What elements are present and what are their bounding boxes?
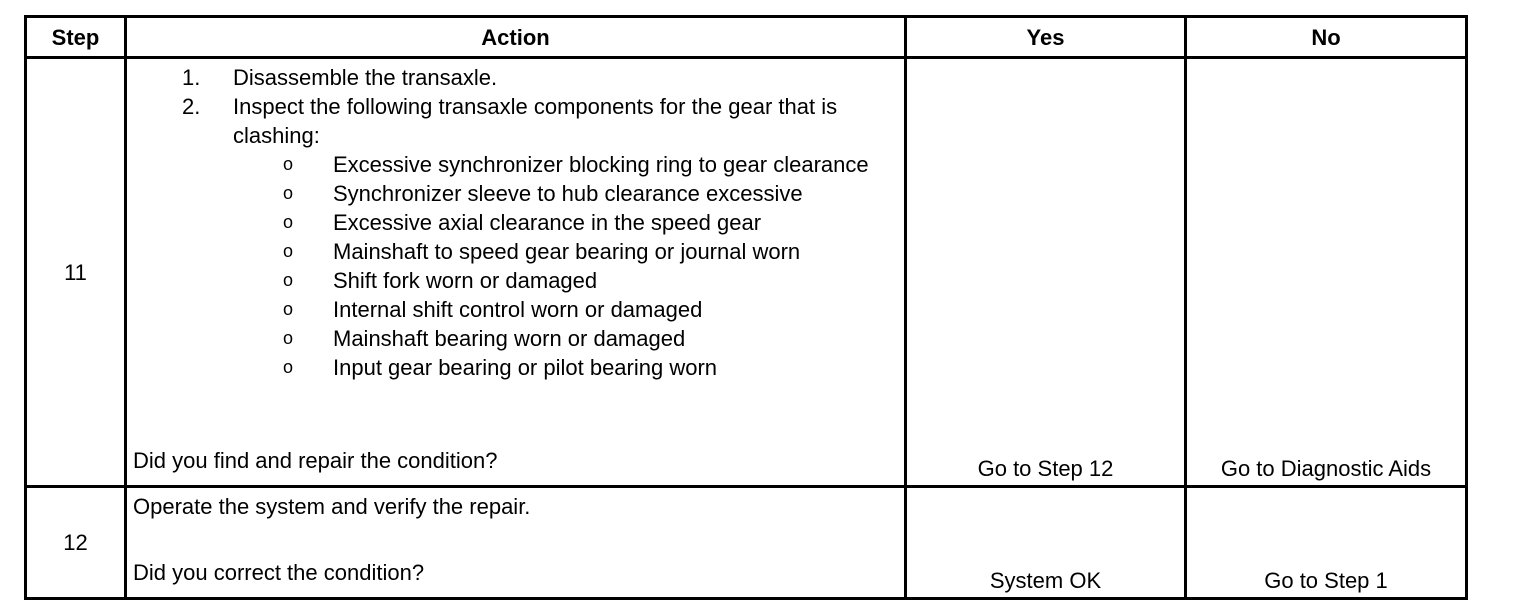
list-number: 2. [182, 94, 201, 119]
list-item [233, 150, 898, 179]
list-item [233, 353, 898, 382]
list-item [133, 63, 898, 92]
list-item [233, 208, 898, 237]
header-row [26, 17, 1467, 58]
list-number: 1. [182, 65, 201, 90]
action-instructions [133, 63, 898, 382]
list-text: Excessive axial clearance in the speed gear [333, 210, 762, 235]
action-cell [126, 487, 906, 599]
list-item [233, 266, 898, 295]
list-text: Mainshaft bearing worn or damaged [333, 326, 686, 351]
step-number: 12 [26, 487, 126, 599]
list-text: Input gear bearing or pilot bearing worn [333, 355, 718, 380]
table-row [26, 58, 1467, 487]
no-result: Go to Step 1 [1186, 487, 1467, 599]
action-question: Did you correct the condition? [133, 560, 425, 585]
numbered-list [133, 63, 898, 150]
header-action: Action [126, 17, 906, 58]
bullet-marker: o [283, 357, 294, 377]
bullet-marker: o [283, 154, 294, 174]
bullet-marker: o [283, 270, 294, 290]
list-text: Shift fork worn or damaged [333, 268, 598, 293]
list-item [233, 295, 898, 324]
list-item [233, 179, 898, 208]
list-item [133, 92, 898, 150]
list-text: Excessive synchronizer blocking ring to gear clearance [333, 152, 869, 177]
header-step: Step [26, 17, 126, 58]
list-item [233, 237, 898, 266]
list-text: Internal shift control worn or damaged [333, 297, 703, 322]
bullet-marker: o [283, 183, 294, 203]
step-number: 11 [26, 58, 126, 487]
header-yes: Yes [906, 17, 1186, 58]
list-text: Synchronizer sleeve to hub clearance excessive [333, 181, 803, 206]
bullet-marker: o [283, 299, 294, 319]
header-no: No [1186, 17, 1467, 58]
no-result: Go to Diagnostic Aids [1186, 58, 1467, 487]
bullet-marker: o [283, 241, 294, 261]
list-item [233, 324, 898, 353]
table-row [26, 487, 1467, 599]
bullet-marker: o [283, 212, 294, 232]
list-text: Mainshaft to speed gear bearing or journal worn [333, 239, 801, 264]
list-text: Inspect the following transaxle components for the gear that is clashing: [233, 94, 838, 148]
bullet-marker: o [283, 328, 294, 348]
yes-result: Go to Step 12 [906, 58, 1186, 487]
diagnostic-table [24, 15, 1468, 600]
action-instructions: Operate the system and verify the repair. [133, 494, 531, 519]
action-question: Did you find and repair the condition? [133, 448, 498, 473]
action-cell [126, 58, 906, 487]
component-list [233, 150, 898, 382]
list-text: Disassemble the transaxle. [233, 65, 498, 90]
yes-result: System OK [906, 487, 1186, 599]
